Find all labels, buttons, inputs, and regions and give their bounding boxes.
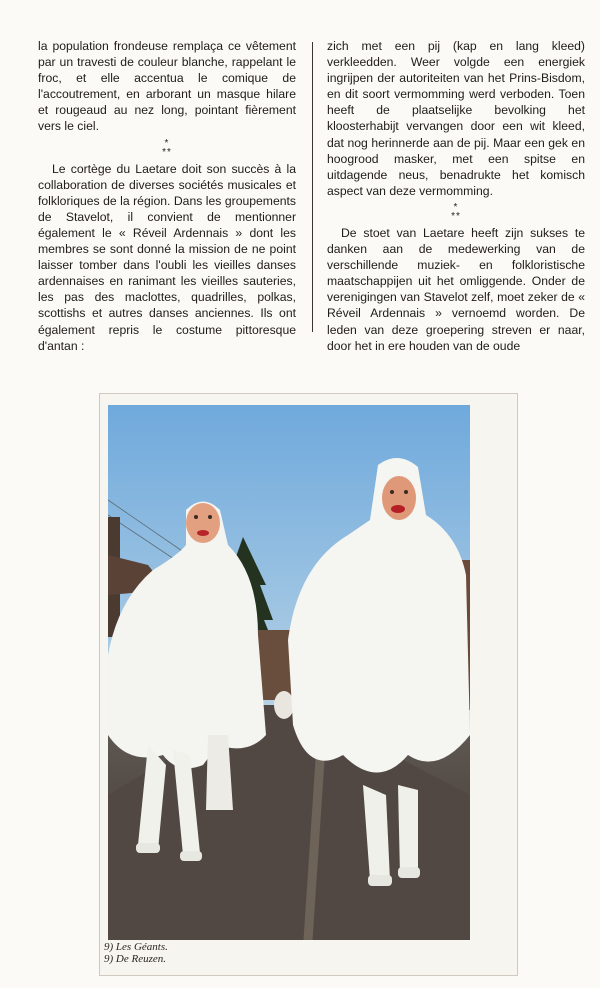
right-section-separator: * ** — [451, 201, 461, 222]
left-text-column — [38, 38, 296, 354]
giants-photograph — [108, 405, 470, 940]
right-text-column — [327, 38, 585, 354]
left-paragraph-2: Le cortège du Laetare doit son succès à la collaboration de diverses sociétés musicales et folkloriques de la région. Dans les groupements de Stavelot, il convient de mentionner également le « Réveil Ardennais » dont les membres se sont donné la mission de ne point laisser tomber dans l'oubli les vieilles danses ardennaises en ranimant les vieilles sauteries, les pas des maclottes, quadrilles, polkas, scottishs et autres danses anciennes. Ils ont également repris le costume pittoresque d'antan : — [38, 161, 296, 353]
photo-caption — [104, 941, 168, 965]
right-paragraph-1: zich met een pij (kap en lang kleed) verkleedden. Weer volgde een energiek ingrijpen der autoriteiten van het Prins-Bisdom, en dit soort vermomming werd verboden. Toen heeft de plaatselijke bevolking het kloosterhabijt vervangen door een wit kleed, dat nog herinnerde aan de pij. Maar een gek en hoogrood masker, met een spitse en uitdagende neus, benadrukte het komisch aspect van deze vermomming. — [327, 39, 585, 198]
right-paragraph-2: De stoet van Laetare heeft zijn sukses te danken aan de medewerking van de verschillende muziek- en folkloristische maatschappijen uit het omliggende. Onder de verenigingen van Stavelot zelf, moet zeker de « Réveil Ardennais » vernoemd worden. De leden van deze groepering streven er naar, door het in ere houden van de oude — [327, 225, 585, 353]
left-section-separator: * ** — [162, 137, 172, 158]
caption-french: 9) Les Géants. — [104, 941, 168, 953]
left-paragraph-1: la population frondeuse remplaça ce vêtement par un travesti de couleur blanche, rappelant le froc, et elle accentua le comique de l'accoutrement, en arborant un masque hilare et rougeaud au nez long, pointant fièrement vers le ciel. — [38, 39, 296, 134]
column-divider — [312, 42, 313, 332]
caption-dutch: 9) De Reuzen. — [104, 953, 167, 965]
